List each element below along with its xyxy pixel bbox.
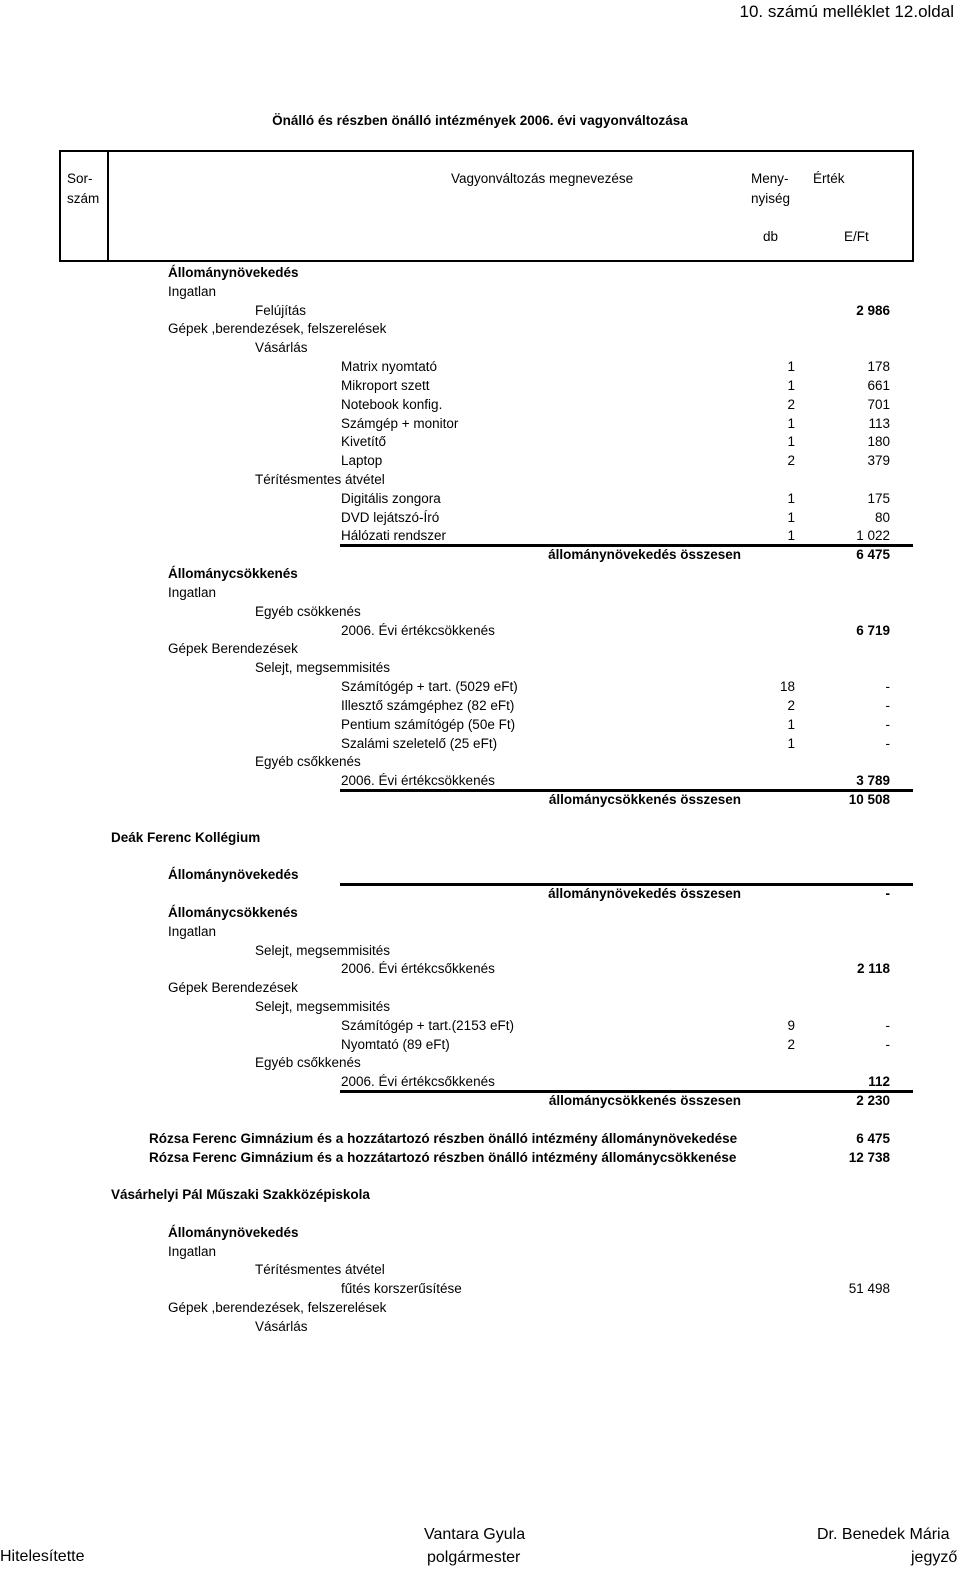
row-quantity: 9 <box>787 1017 795 1033</box>
row-quantity: 1 <box>787 377 795 393</box>
row-value: - <box>885 679 890 695</box>
header-mennyiseg-1: Meny- <box>751 171 789 186</box>
row-quantity: 1 <box>787 359 795 375</box>
row-label: Egyéb csőkkenés <box>255 1055 361 1071</box>
row-label: Pentium számítógép (50e Ft) <box>341 716 516 732</box>
row-label: Selejt, megsemmisités <box>255 998 391 1014</box>
row-label: fűtés korszerűsítése <box>341 1281 462 1297</box>
mayor-title: polgármester <box>427 1549 521 1566</box>
row-label: Állománycsökkenés <box>168 566 298 582</box>
row-quantity: 1 <box>787 735 795 751</box>
row-quantity: 2 <box>787 1036 795 1052</box>
row-label: 2006. Évi értékcsökkenés <box>341 773 495 789</box>
row-label: Számítógép + tart.(2153 eFt) <box>341 1017 514 1033</box>
grand-total-label: Rózsa Ferenc Gimnázium és a hozzátartozó részben önálló intézmény állománynövekedése <box>149 1130 738 1146</box>
row-label: Digitális zongora <box>341 490 441 506</box>
row-value: 175 <box>867 490 890 506</box>
row-label: 2006. Évi értékcsőkkenés <box>341 1074 495 1090</box>
row-label: Kivetítő <box>341 434 387 450</box>
row-label: Illesztő számgéphez (82 eFt) <box>341 697 515 713</box>
row-value: - <box>885 716 890 732</box>
row-label: Notebook konfig. <box>341 396 443 412</box>
header-megnevezes: Vagyonváltozás megnevezése <box>451 171 634 186</box>
row-label: Vásárlás <box>255 340 308 356</box>
row-label: Gépek Berendezések <box>168 980 298 996</box>
row-quantity: 18 <box>779 679 795 695</box>
row-value: 661 <box>867 377 890 393</box>
row-value: 1 022 <box>856 528 890 544</box>
subtotal-value: - <box>885 886 890 902</box>
row-label: Ingatlan <box>168 923 217 939</box>
row-label: Számítógép + tart. (5029 eFt) <box>341 679 518 695</box>
notary-title: jegyző <box>911 1549 958 1566</box>
row-value: 701 <box>867 396 890 412</box>
row-label: Vásárhelyi Pál Műszaki Szakközépiskola <box>111 1187 370 1203</box>
subtotal-value: 10 508 <box>848 791 890 807</box>
notary-name: Dr. Benedek Mária <box>817 1526 950 1543</box>
certified-label: Hitelesítette <box>0 1548 85 1565</box>
row-label: Állománycsökkenés <box>168 904 298 920</box>
row-label: Állománynövekedés <box>168 1224 299 1240</box>
row-label: Számgép + monitor <box>341 415 459 431</box>
row-value: 3 789 <box>856 773 890 789</box>
header-mennyiseg-2: nyiség <box>751 191 791 206</box>
row-value: 379 <box>867 453 890 469</box>
row-label: Egyéb csökkenés <box>255 603 361 619</box>
subtotal-label: állománynövekedés összesen <box>548 886 741 902</box>
row-label: Nyomtató (89 eFt) <box>341 1036 450 1052</box>
row-label: Mikroport szett <box>341 377 430 393</box>
grand-total-value: 12 738 <box>848 1149 890 1165</box>
row-label: 2006. Évi értékcsőkkenés <box>341 961 495 977</box>
row-value: 112 <box>868 1074 890 1090</box>
row-label: Selejt, megsemmisités <box>255 942 391 958</box>
header-ertek: Érték <box>813 171 845 186</box>
row-label: Térítésmentes átvétel <box>255 472 385 488</box>
row-value: 6 719 <box>856 622 890 638</box>
grand-total-value: 6 475 <box>856 1130 890 1146</box>
row-value: 80 <box>874 509 890 525</box>
page-title: Önálló és részben önálló intézmények 2006. évi vagyonváltozása <box>272 113 688 128</box>
row-label: Laptop <box>341 453 383 469</box>
row-label: Gépek Berendezések <box>168 641 298 657</box>
row-label: Ingatlan <box>168 1243 217 1259</box>
row-label: DVD lejátszó-Író <box>341 509 440 525</box>
column-divider <box>107 152 109 260</box>
row-value: - <box>885 697 890 713</box>
row-quantity: 1 <box>787 434 795 450</box>
row-value: 2 118 <box>856 961 890 977</box>
header-unit-db: db <box>763 229 779 244</box>
row-value: - <box>885 1036 890 1052</box>
row-label: Deák Ferenc Kollégium <box>111 829 261 845</box>
row-quantity: 2 <box>787 453 795 469</box>
row-label: Gépek ,berendezések, felszerelések <box>168 1300 387 1316</box>
header-unit-eft: E/Ft <box>844 229 869 244</box>
row-label: Gépek ,berendezések, felszerelések <box>168 321 387 337</box>
row-label: Hálózati rendszer <box>341 528 447 544</box>
subtotal-label: állománycsökkenés összesen <box>548 791 741 807</box>
subtotal-value: 2 230 <box>856 1093 890 1109</box>
row-value: 180 <box>867 434 890 450</box>
row-quantity: 2 <box>787 396 795 412</box>
row-value: 2 986 <box>856 302 890 318</box>
subtotal-label: állománycsökkenés összesen <box>548 1093 741 1109</box>
row-quantity: 1 <box>787 415 795 431</box>
row-label: Matrix nyomtató <box>341 359 438 375</box>
header-sorszam-1: Sor- <box>67 171 93 186</box>
row-value: - <box>885 1017 890 1033</box>
row-label: Egyéb csőkkenés <box>255 754 361 770</box>
subtotal-label: állománynövekedés összesen <box>548 547 741 563</box>
row-quantity: 1 <box>787 528 795 544</box>
row-quantity: 2 <box>787 697 795 713</box>
grand-total-label: Rózsa Ferenc Gimnázium és a hozzátartozó részben önálló intézmény állománycsökkenése <box>149 1149 737 1165</box>
row-label: Vásárlás <box>255 1318 308 1334</box>
row-label: Szalámi szeletelő (25 eFt) <box>341 735 498 751</box>
header-sorszam-2: szám <box>67 191 100 206</box>
row-label: Állománynövekedés <box>168 867 299 883</box>
row-value: 51 498 <box>848 1281 890 1297</box>
row-label: Ingatlan <box>168 584 217 600</box>
page-label: 10. számú melléklet 12.oldal <box>739 2 954 21</box>
mayor-name: Vantara Gyula <box>424 1526 526 1543</box>
row-quantity: 1 <box>787 490 795 506</box>
row-quantity: 1 <box>787 716 795 732</box>
row-label: Felújítás <box>255 302 307 318</box>
row-quantity: 1 <box>787 509 795 525</box>
row-label: Állománynövekedés <box>168 265 299 280</box>
row-value: 178 <box>867 359 890 375</box>
row-label: Selejt, megsemmisités <box>255 660 391 676</box>
row-label: Ingatlan <box>168 283 217 299</box>
table-header <box>59 150 914 262</box>
row-label: Térítésmentes átvétel <box>255 1262 385 1278</box>
row-value: 113 <box>868 415 890 431</box>
subtotal-value: 6 475 <box>856 547 890 563</box>
row-value: - <box>885 735 890 751</box>
row-label: 2006. Évi értékcsökkenés <box>341 622 495 638</box>
